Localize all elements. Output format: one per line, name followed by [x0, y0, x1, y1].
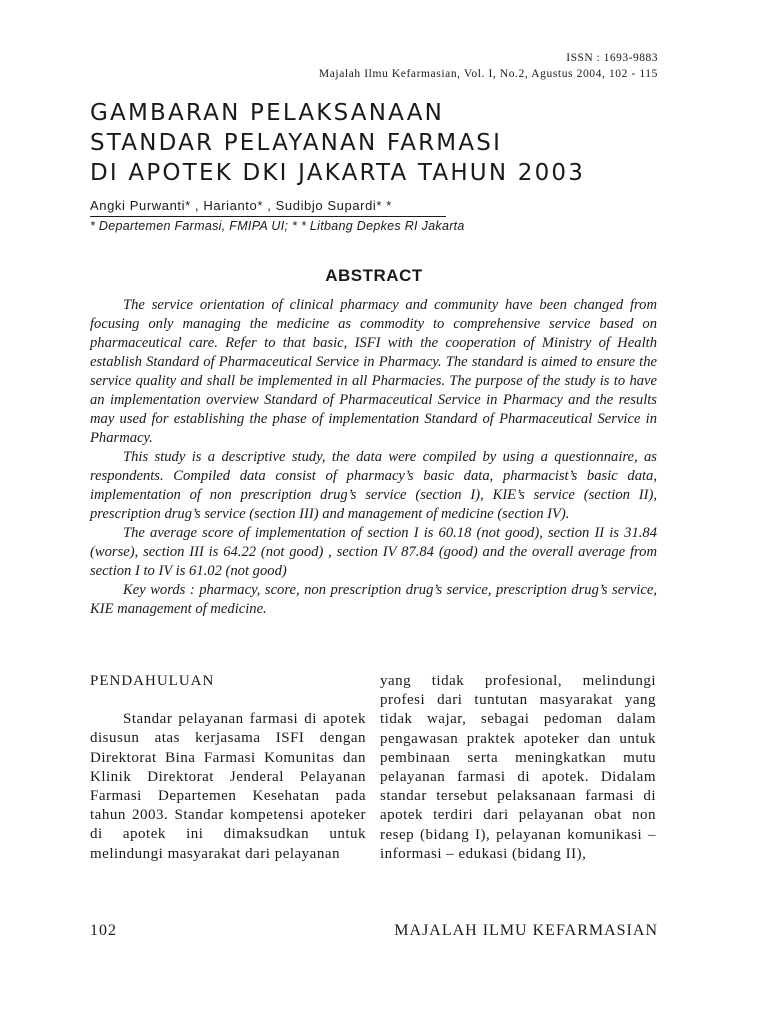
abstract-paragraph: The service orientation of clinical pharmacy and community have been changed from focusing only managing the medicine as commodity to comprehensive service based on pharmaceutical care. Refer to that basic, ISFI with the cooperation of Ministry of Health establish Standard of Pharmaceutical Service in Pharmacy. The standard is aimed to ensure the service quality and shall be implemented in all Pharmacies. The purpose of the study is to have an implementation overview Standard of Pharmaceutical Service in Pharmacy and the results may used for establishing the phase of implementation Standard of Pharmaceutical Service in Pharmacy. [90, 297, 657, 446]
title-line: DI APOTEK DKI JAKARTA TAHUN 2003 [90, 160, 586, 186]
author-divider [90, 216, 446, 217]
section-heading: PENDAHULUAN [90, 673, 215, 689]
abstract-paragraph: This study is a descriptive study, the data were compiled by using a questionnaire, as respondents. Compiled data consist of pharmacy’s basic data, pharmacist’s basic data, implementation of non prescription drug’s service (section I), KIE’s service (section II), prescription drug’s service (section III) and management of medicine (section IV). [90, 449, 657, 522]
title-line: STANDAR PELAYANAN FARMASI [90, 130, 503, 156]
abstract-body [90, 296, 657, 619]
title-line: GAMBARAN PELAKSANAAN [90, 100, 445, 126]
footer-journal-name: MAJALAH ILMU KEFARMASIAN [394, 922, 658, 939]
body-column-left [90, 672, 366, 864]
body-column-right [380, 672, 656, 864]
article-title [90, 98, 690, 188]
abstract-heading: ABSTRACT [325, 266, 423, 285]
abstract-paragraph: The average score of implementation of section I is 60.18 (not good), section II is 31.84 (worse), section III is 64.22 (not good) , section IV 87.84 (good) and the overall average from section I to IV is 61.02 (not good) [90, 525, 657, 579]
page-number: 102 [90, 922, 117, 939]
author-affiliation: * Departemen Farmasi, FMIPA UI; * * Litbang Depkes RI Jakarta [90, 219, 465, 233]
author-list: Angki Purwanti* , Harianto* , Sudibjo Supardi* * [90, 198, 392, 213]
body-paragraph: yang tidak profesional, melindungi profesi dari tuntutan masyarakat yang tidak wajar, sebagai pedoman dalam pengawasan praktek apoteker dan untuk pembinaan serta meningkatkan mutu pelayanan farmasi di apotek. Didalam standar tersebut pelaksanaan farmasi di apotek terdiri dari pelayanan obat non resep (bidang I), pelayanan komunikasi – informasi – edukasi (bidang II), [380, 673, 656, 862]
journal-citation: Majalah Ilmu Kefarmasian, Vol. I, No.2, Agustus 2004, 102 - 115 [318, 68, 658, 80]
abstract-keywords: Key words : pharmacy, score, non prescription drug’s service, prescription drug’s service, KIE management of medicine. [90, 582, 657, 617]
issn-label: ISSN : 1693-9883 [566, 52, 658, 64]
body-paragraph: Standar pelayanan farmasi di apotek disusun atas kerjasama ISFI dengan Direktorat Bina Farmasi Komunitas dan Klinik Direktorat Jenderal Pelayanan Farmasi Departemen Kesehatan pada tahun 2003. Standar kompetensi apoteker di apotek ini dimaksudkan untuk melindungi masyarakat dari pelayanan [90, 711, 366, 862]
